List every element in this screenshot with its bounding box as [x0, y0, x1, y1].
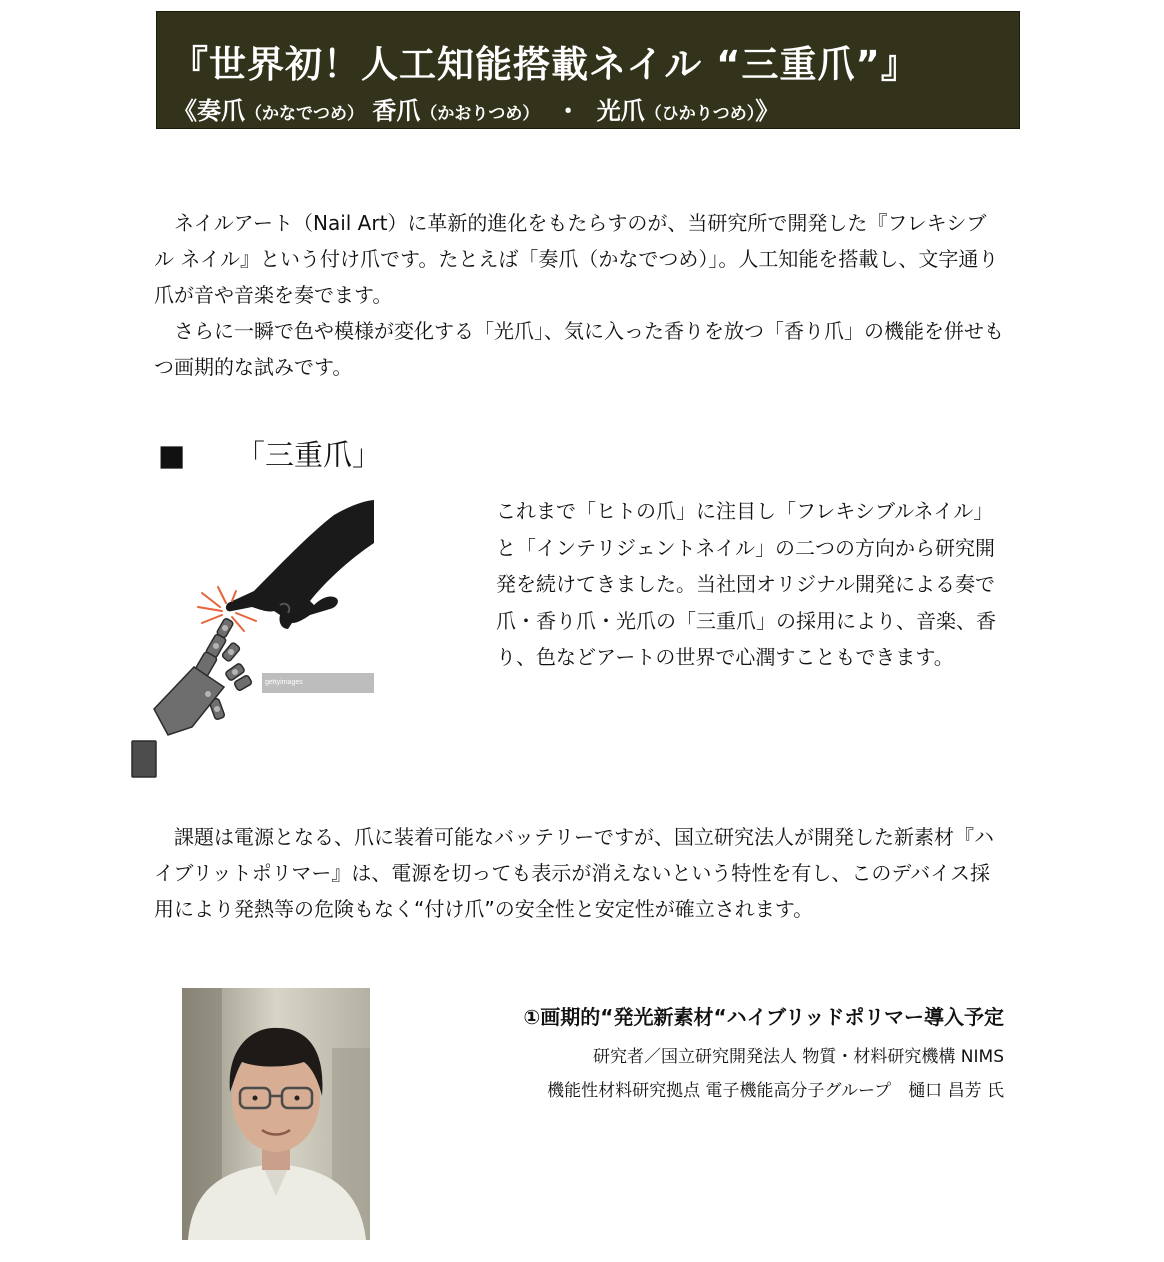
credit-title: ①画期的“発光新素材“ハイブリッドポリマー導入予定 [523, 1005, 1004, 1029]
issue-paragraph: 課題は電源となる、爪に装着可能なバッテリーですが、国立研究法人が開発した新素材『ハイブリットポリマー』は、電源を切っても表示が消えないという特性を有し、このデバイス採用により発熱等の危険もなく“付け爪”の安全性と安定性が確立されます。 [154, 825, 994, 921]
section-heading [158, 433, 381, 474]
intro-paragraph-1: ネイルアート（Nail Art）に革新的進化をもたらすのが、当研究所で開発した『フレキシブル ネイル』という付け爪です。たとえば「奏爪（かなでつめ）」。人工知能を搭載し、文字通り爪が音や音楽を奏でます。 [154, 211, 999, 307]
banner-title: 『世界初！人工知能搭載ネイル “三重爪”』 [171, 43, 919, 86]
subtitle-open: 《 [173, 97, 197, 125]
title-banner [156, 11, 1020, 129]
subtitle-item2-reading: （かおりつめ） [420, 104, 540, 124]
subtitle-item1: 奏爪 [197, 97, 245, 125]
intro-paragraph-2: さらに一瞬で色や模様が変化する「光爪」、気に入った香りを放つ「香り爪」の機能を併せもつ画期的な試みです。 [154, 319, 1004, 379]
subtitle-separator: ・ [556, 97, 581, 125]
subtitle-item2: 香爪 [372, 97, 421, 125]
intro-text [154, 205, 1004, 385]
section-heading-text: 「三重爪」 [236, 438, 382, 472]
researcher-portrait-image [182, 988, 370, 1240]
subtitle-close: 》 [755, 97, 780, 125]
issue-text [154, 819, 1004, 927]
subtitle-item3-reading: （ひかりつめ） [644, 104, 756, 124]
credit-researcher: 機能性材料研究拠点 電子機能高分子グループ 樋口 昌芳 氏 [547, 1081, 1004, 1101]
robot-human-hands-icon [128, 495, 378, 780]
bullet-square-icon: ■ [158, 438, 186, 472]
feature-text: これまで「ヒトの爪」に注目し「フレキシブルネイル」と「インテリジェントネイル」の二つの方向から研究開発を続けてきました。当社団オリジナル開発による奏で爪・香り爪・光爪の「三重爪」の採用により、音楽、香り、色などアートの世界で心潤すこともできます。 [496, 499, 996, 669]
banner-subtitle [173, 91, 779, 126]
credit-affiliation: 研究者／国立研究開発法人 物質・材料研究機構 NIMS [593, 1047, 1004, 1067]
watermark-text: gettyimages [265, 679, 303, 686]
subtitle-item3: 光爪 [596, 97, 645, 125]
subtitle-item1-reading: （かなでつめ） [245, 104, 364, 124]
